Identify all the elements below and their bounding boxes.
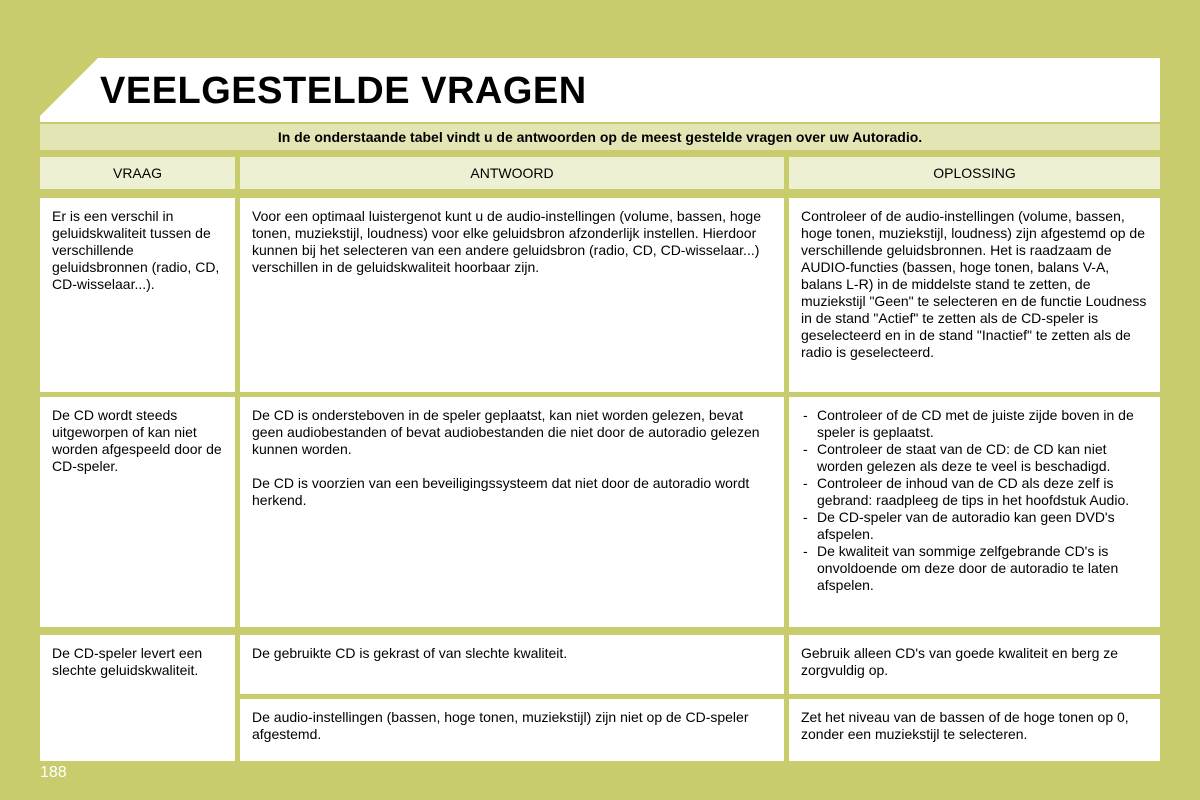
- row3-solution-text-2: Zet het niveau van de bassen of de hoge tonen op 0, zonder een muziekstijl te selecteren.: [801, 709, 1129, 742]
- intro-text: In de onderstaande tabel vindt u de antwoorden op de meest gestelde vragen over uw Autoradio.: [40, 124, 1160, 150]
- column-header-solution: OPLOSSING: [789, 157, 1160, 189]
- row3-solution-1: [789, 635, 1160, 694]
- row3-question-text: De CD-speler levert een slechte geluidskwaliteit.: [52, 645, 203, 678]
- row2-solution: [789, 397, 1160, 627]
- list-item: - De CD-speler van de autoradio kan geen DVD's afspelen.: [801, 509, 1148, 543]
- row2-question: [40, 397, 235, 627]
- column-header-answer: ANTWOORD: [240, 157, 784, 189]
- list-item: - Controleer de staat van de CD: de CD kan niet worden gelezen als deze te veel is beschadigd.: [801, 441, 1148, 475]
- row1-solution: [789, 198, 1160, 392]
- row1-question: [40, 198, 235, 392]
- row2-solution-list: [801, 407, 1148, 594]
- row1-question-text: Er is een verschil in geluidskwaliteit tussen de verschillende geluidsbronnen (radio, CD, CD-wisselaar...).: [52, 208, 220, 292]
- list-item: - De kwaliteit van sommige zelfgebrande CD's is onvoldoende om deze door de autoradio te laten afspelen.: [801, 543, 1148, 594]
- row3-solution-2: [789, 699, 1160, 761]
- row2-answer-text-1: De CD is ondersteboven in de speler geplaatst, kan niet worden gelezen, bevat geen audiobestanden of bevat audiobestanden die niet door de autoradio gelezen kunnen worden.: [252, 407, 760, 457]
- row3-question: [40, 635, 235, 761]
- row1-answer-text: Voor een optimaal luistergenot kunt u de audio-instellingen (volume, bassen, hoge tonen, muziekstijl, loudness) voor elke geluidsbron afzonderlijk instellen. Hierdoor kunnen bij het selecteren van een andere geluidsbron (radio, CD, CD-wisselaar...) verschillen in de geluidskwaliteit hoorbaar zijn.: [252, 208, 761, 275]
- list-item: - Controleer of de CD met de juiste zijde boven in de speler is geplaatst.: [801, 407, 1148, 441]
- page-number: 188: [40, 764, 67, 781]
- row1-solution-text: Controleer of de audio-instellingen (volume, bassen, hoge tonen, muziekstijl, loudness) zijn afgestemd op de verschillende geluidsbronnen. Het is raadzaam de AUDIO-functies (bassen, hoge tonen, balans V-A, balans L-R) in de middelste stand te zetten, de muziekstijl "Geen" te selecteren en de functie Loudness in de stand "Actief" te zetten als de CD-speler is geselecteerd en in de stand "Inactief" te zetten als de radio is geselecteerd.: [801, 208, 1147, 360]
- list-item: - Controleer de inhoud van de CD als deze zelf is gebrand: raadpleeg de tips in het hoofdstuk Audio.: [801, 475, 1148, 509]
- row3-answer-1: [240, 635, 784, 694]
- row3-solution-text-1: Gebruik alleen CD's van goede kwaliteit en berg ze zorgvuldig op.: [801, 645, 1119, 678]
- row3-answer-text-1: De gebruikte CD is gekrast of van slechte kwaliteit.: [252, 645, 568, 661]
- column-header-question: VRAAG: [40, 157, 235, 189]
- page-title: VEELGESTELDE VRAGEN: [100, 70, 587, 112]
- row2-answer-text-2: De CD is voorzien van een beveiligingssysteem dat niet door de autoradio wordt herkend.: [252, 475, 750, 508]
- row1-answer: [240, 198, 784, 392]
- row3-answer-text-2: De audio-instellingen (bassen, hoge tonen, muziekstijl) zijn niet op de CD-speler afgestemd.: [252, 709, 749, 742]
- row2-answer: [240, 397, 784, 627]
- row2-question-text: De CD wordt steeds uitgeworpen of kan niet worden afgespeeld door de CD-speler.: [52, 407, 222, 474]
- row3-answer-2: [240, 699, 784, 761]
